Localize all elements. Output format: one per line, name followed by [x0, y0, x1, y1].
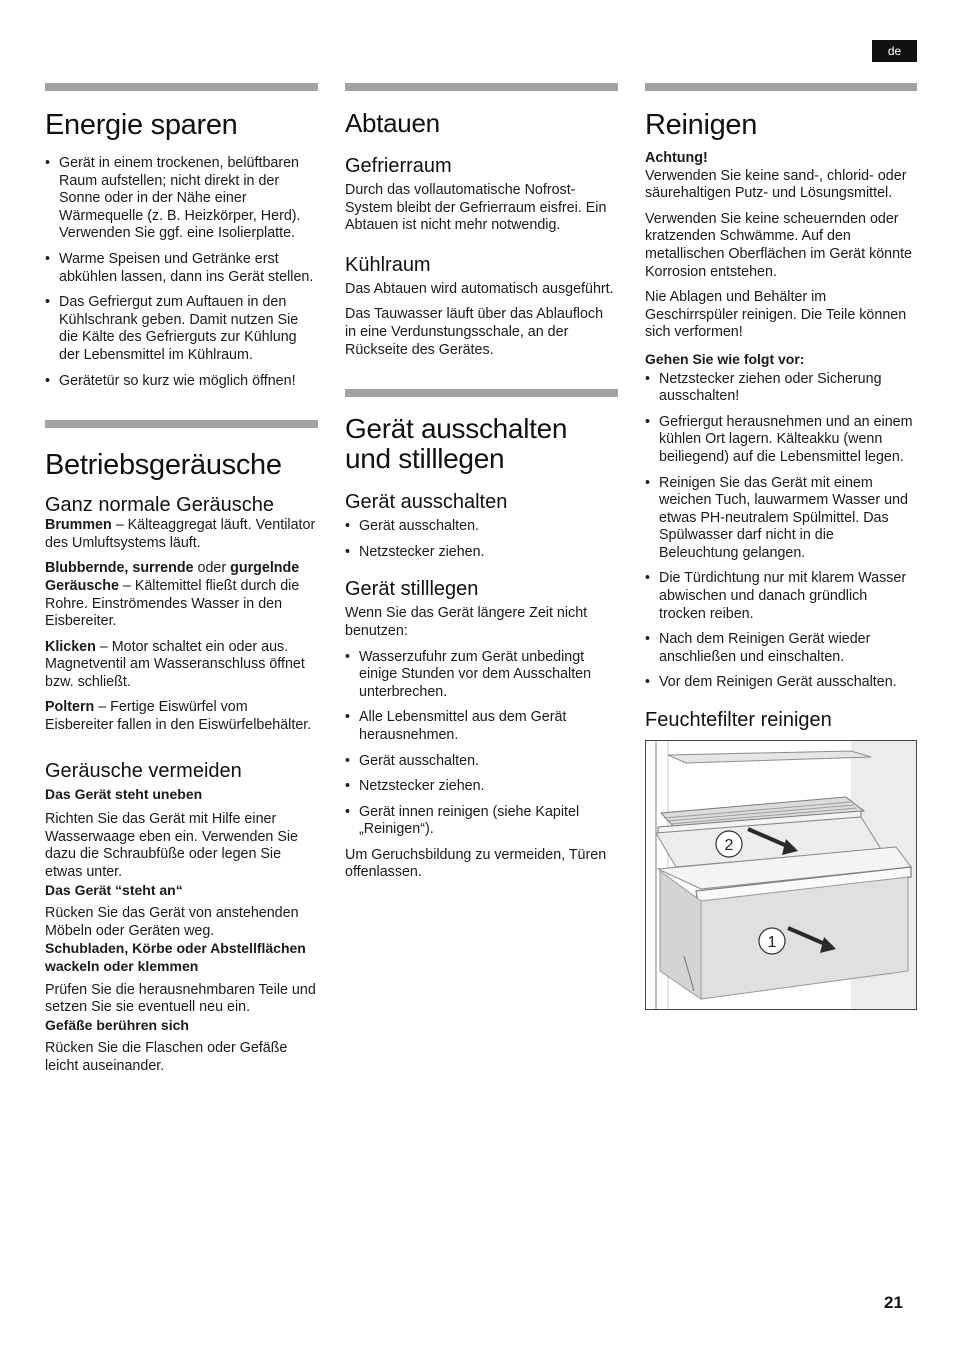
heading-geraeusche-vermeiden: Geräusche vermeiden [45, 759, 242, 782]
list-item: • Warme Speisen und Getränke erst abkühlen lassen, dann ins Gerät stellen. [45, 251, 318, 286]
brummen-term: Brummen [45, 517, 112, 534]
poltern-paragraph [45, 699, 318, 734]
section-rule [345, 389, 618, 397]
subheading-uneben: Das Gerät steht uneben [45, 785, 203, 802]
stilllegen-outro: Um Geruchsbildung zu vermeiden, Türen offenlassen. [345, 846, 607, 881]
heading-geraet-ausschalten: Gerät ausschalten [345, 491, 508, 514]
heading-energie-sparen: Energie sparen [45, 109, 238, 141]
heading-geraet-stilllegen: Gerät stilllegen [345, 578, 479, 601]
reinigen-steps-list [645, 371, 917, 693]
heading-line-1: Gerät ausschalten [345, 413, 568, 445]
blubbernde-or: oder [193, 560, 231, 577]
heading-abtauen: Abtauen [345, 108, 440, 138]
list-item: • Nach dem Reinigen Gerät wieder anschließen und einschalten. [645, 631, 917, 666]
energie-list [45, 155, 318, 390]
list-item: • Netzstecker ziehen. [345, 544, 618, 562]
klicken-term: Klicken [45, 638, 96, 655]
reinigen-paragraph-2: Verwenden Sie keine scheuernden oder kratzenden Schwämme. Auf den metallischen Oberflächen im Gerät könnte Korrosion entstehen. [645, 210, 913, 280]
achtung-label: Achtung! [645, 150, 708, 166]
column-middle [345, 83, 618, 882]
heading-normale-geraeusche: Ganz normale Geräusche [45, 494, 275, 517]
subheading-steps: Gehen Sie wie folgt vor: [645, 350, 805, 367]
heading-feuchtefilter: Feuchtefilter reinigen [645, 709, 832, 732]
heading-line-2: und stilllegen [345, 443, 505, 475]
section-rule [45, 83, 318, 91]
list-item: • Netzstecker ziehen. [345, 778, 618, 796]
column-left [45, 83, 318, 1076]
subheading-gefaesse: Gefäße berühren sich [45, 1016, 189, 1033]
list-item: • Die Türdichtung nur mit klarem Wasser abwischen und danach gründlich trocken reiben. [645, 570, 917, 623]
heading-gefrierraum: Gefrierraum [345, 155, 452, 177]
subheading-schubladen: Schubladen, Körbe oder Abstellflächen wackeln oder klemmen [45, 940, 306, 974]
list-item: • Gerätetür so kurz wie möglich öffnen! [45, 373, 318, 391]
section-rule [345, 83, 618, 91]
klicken-paragraph [45, 639, 318, 692]
list-item: • Gefriergut herausnehmen und an einem kühlen Ort lagern. Kälteakku (wenn beiliegend) auf die Lebensmittel legen. [645, 414, 917, 467]
uneben-text: Richten Sie das Gerät mit Hilfe einer Wasserwaage eben ein. Verwenden Sie dazu die Schraubfüße oder legen Sie etwas unter. [45, 811, 299, 881]
list-item: • Vor dem Reinigen Gerät ausschalten. [645, 674, 917, 692]
list-item: • Netzstecker ziehen oder Sicherung ausschalten! [645, 371, 917, 406]
list-item: • Wasserzufuhr zum Gerät unbedingt einige Stunden vor dem Ausschalten unterbrechen. [345, 649, 618, 702]
gefaesse-text: Rücken Sie die Flaschen oder Gefäße leicht auseinander. [45, 1040, 288, 1074]
section-rule [45, 420, 318, 428]
gefrierraum-text: Durch das vollautomatische Nofrost-System bleibt der Gefrierraum eisfrei. Ein Abtauen ist nicht mehr notwendig. [345, 182, 607, 234]
list-item: • Reinigen Sie das Gerät mit einem weichen Tuch, lauwarmem Wasser und etwas PH-neutralem Spülmittel. Das Spülwasser darf nicht in die Beleuchtung gelangen. [645, 475, 917, 563]
drawer-illustration [646, 741, 916, 1009]
poltern-term: Poltern [45, 699, 95, 716]
subheading-steht-an: Das Gerät “steht an“ [45, 881, 183, 898]
feuchtefilter-illustration [645, 740, 917, 1010]
stilllegen-list [345, 649, 618, 839]
language-badge: de [872, 40, 917, 62]
page-number: 21 [884, 1293, 903, 1312]
achtung-text: Verwenden Sie keine sand-, chlorid- oder säurehaltigen Putz- und Lösungsmittel. [645, 167, 907, 202]
stilllegen-intro: Wenn Sie das Gerät längere Zeit nicht benutzen: [345, 605, 588, 639]
callout-1-label: 1 [767, 934, 777, 952]
section-rule [645, 83, 917, 91]
brummen-text: – Kälteaggregat läuft. Ventilator des Umluftsystems läuft. [45, 517, 316, 551]
brummen-paragraph [45, 517, 318, 552]
klicken-text: – Motor schaltet ein oder aus. Magnetventil am Wasseranschluss öffnet bzw. schließt. [45, 638, 305, 690]
heading-reinigen: Reinigen [645, 109, 758, 141]
ausschalten-list [345, 518, 618, 561]
list-item: • Alle Lebensmittel aus dem Gerät herausnehmen. [345, 709, 618, 744]
heading-geraet-ausschalten-stilllegen [345, 414, 618, 474]
list-item: • Gerät ausschalten. [345, 753, 618, 771]
reinigen-paragraph-3: Nie Ablagen und Behälter im Geschirrspüler reinigen. Die Teile können sich verformen! [645, 289, 907, 341]
kuehlraum-text-1: Das Abtauen wird automatisch ausgeführt. [345, 280, 614, 297]
callout-2-label: 2 [724, 837, 734, 855]
list-item: • Gerät ausschalten. [345, 518, 618, 536]
column-right [645, 83, 917, 1010]
heading-betriebsgeraeusche: Betriebsgeräusche [45, 449, 282, 482]
heading-kuehlraum: Kühlraum [345, 253, 431, 276]
list-item: • Das Gefriergut zum Auftauen in den Kühlschrank geben. Damit nutzen Sie die Kälte des Gefrierguts zur Kühlung der Lebensmittel im Kühlraum. [45, 294, 318, 364]
blubbernde-term: Blubbernde, surrende [45, 560, 194, 577]
schubladen-text: Prüfen Sie die herausnehmbaren Teile und setzen Sie sie eventuell neu ein. [45, 981, 316, 1016]
list-item: • Gerät innen reinigen (siehe Kapitel „Reinigen“). [345, 804, 618, 839]
kuehlraum-text-2: Das Tauwasser läuft über das Ablaufloch in eine Verdunstungsschale, an der Rückseite des Gerätes. [345, 306, 604, 358]
poltern-text: – Fertige Eiswürfel vom Eisbereiter fallen in den Eiswürfelbehälter. [45, 699, 312, 734]
blubbernde-paragraph [45, 560, 318, 630]
gurgelnde-text: – Kältemittel fließt durch die Rohre. Einströmendes Wasser in den Eisbereiter. [45, 577, 300, 630]
steht-an-text: Rücken Sie das Gerät von anstehenden Möbeln oder Geräten weg. [45, 905, 299, 939]
gurgelnde-term: gurgelnde Geräusche [45, 560, 300, 594]
list-item: • Gerät in einem trockenen, belüftbaren Raum aufstellen; nicht direkt in der Sonne oder in der Nähe einer Wärmequelle (z. B. Heizkörper, Herd). Verwenden Sie ggf. eine Isolierplatte. [45, 155, 318, 243]
